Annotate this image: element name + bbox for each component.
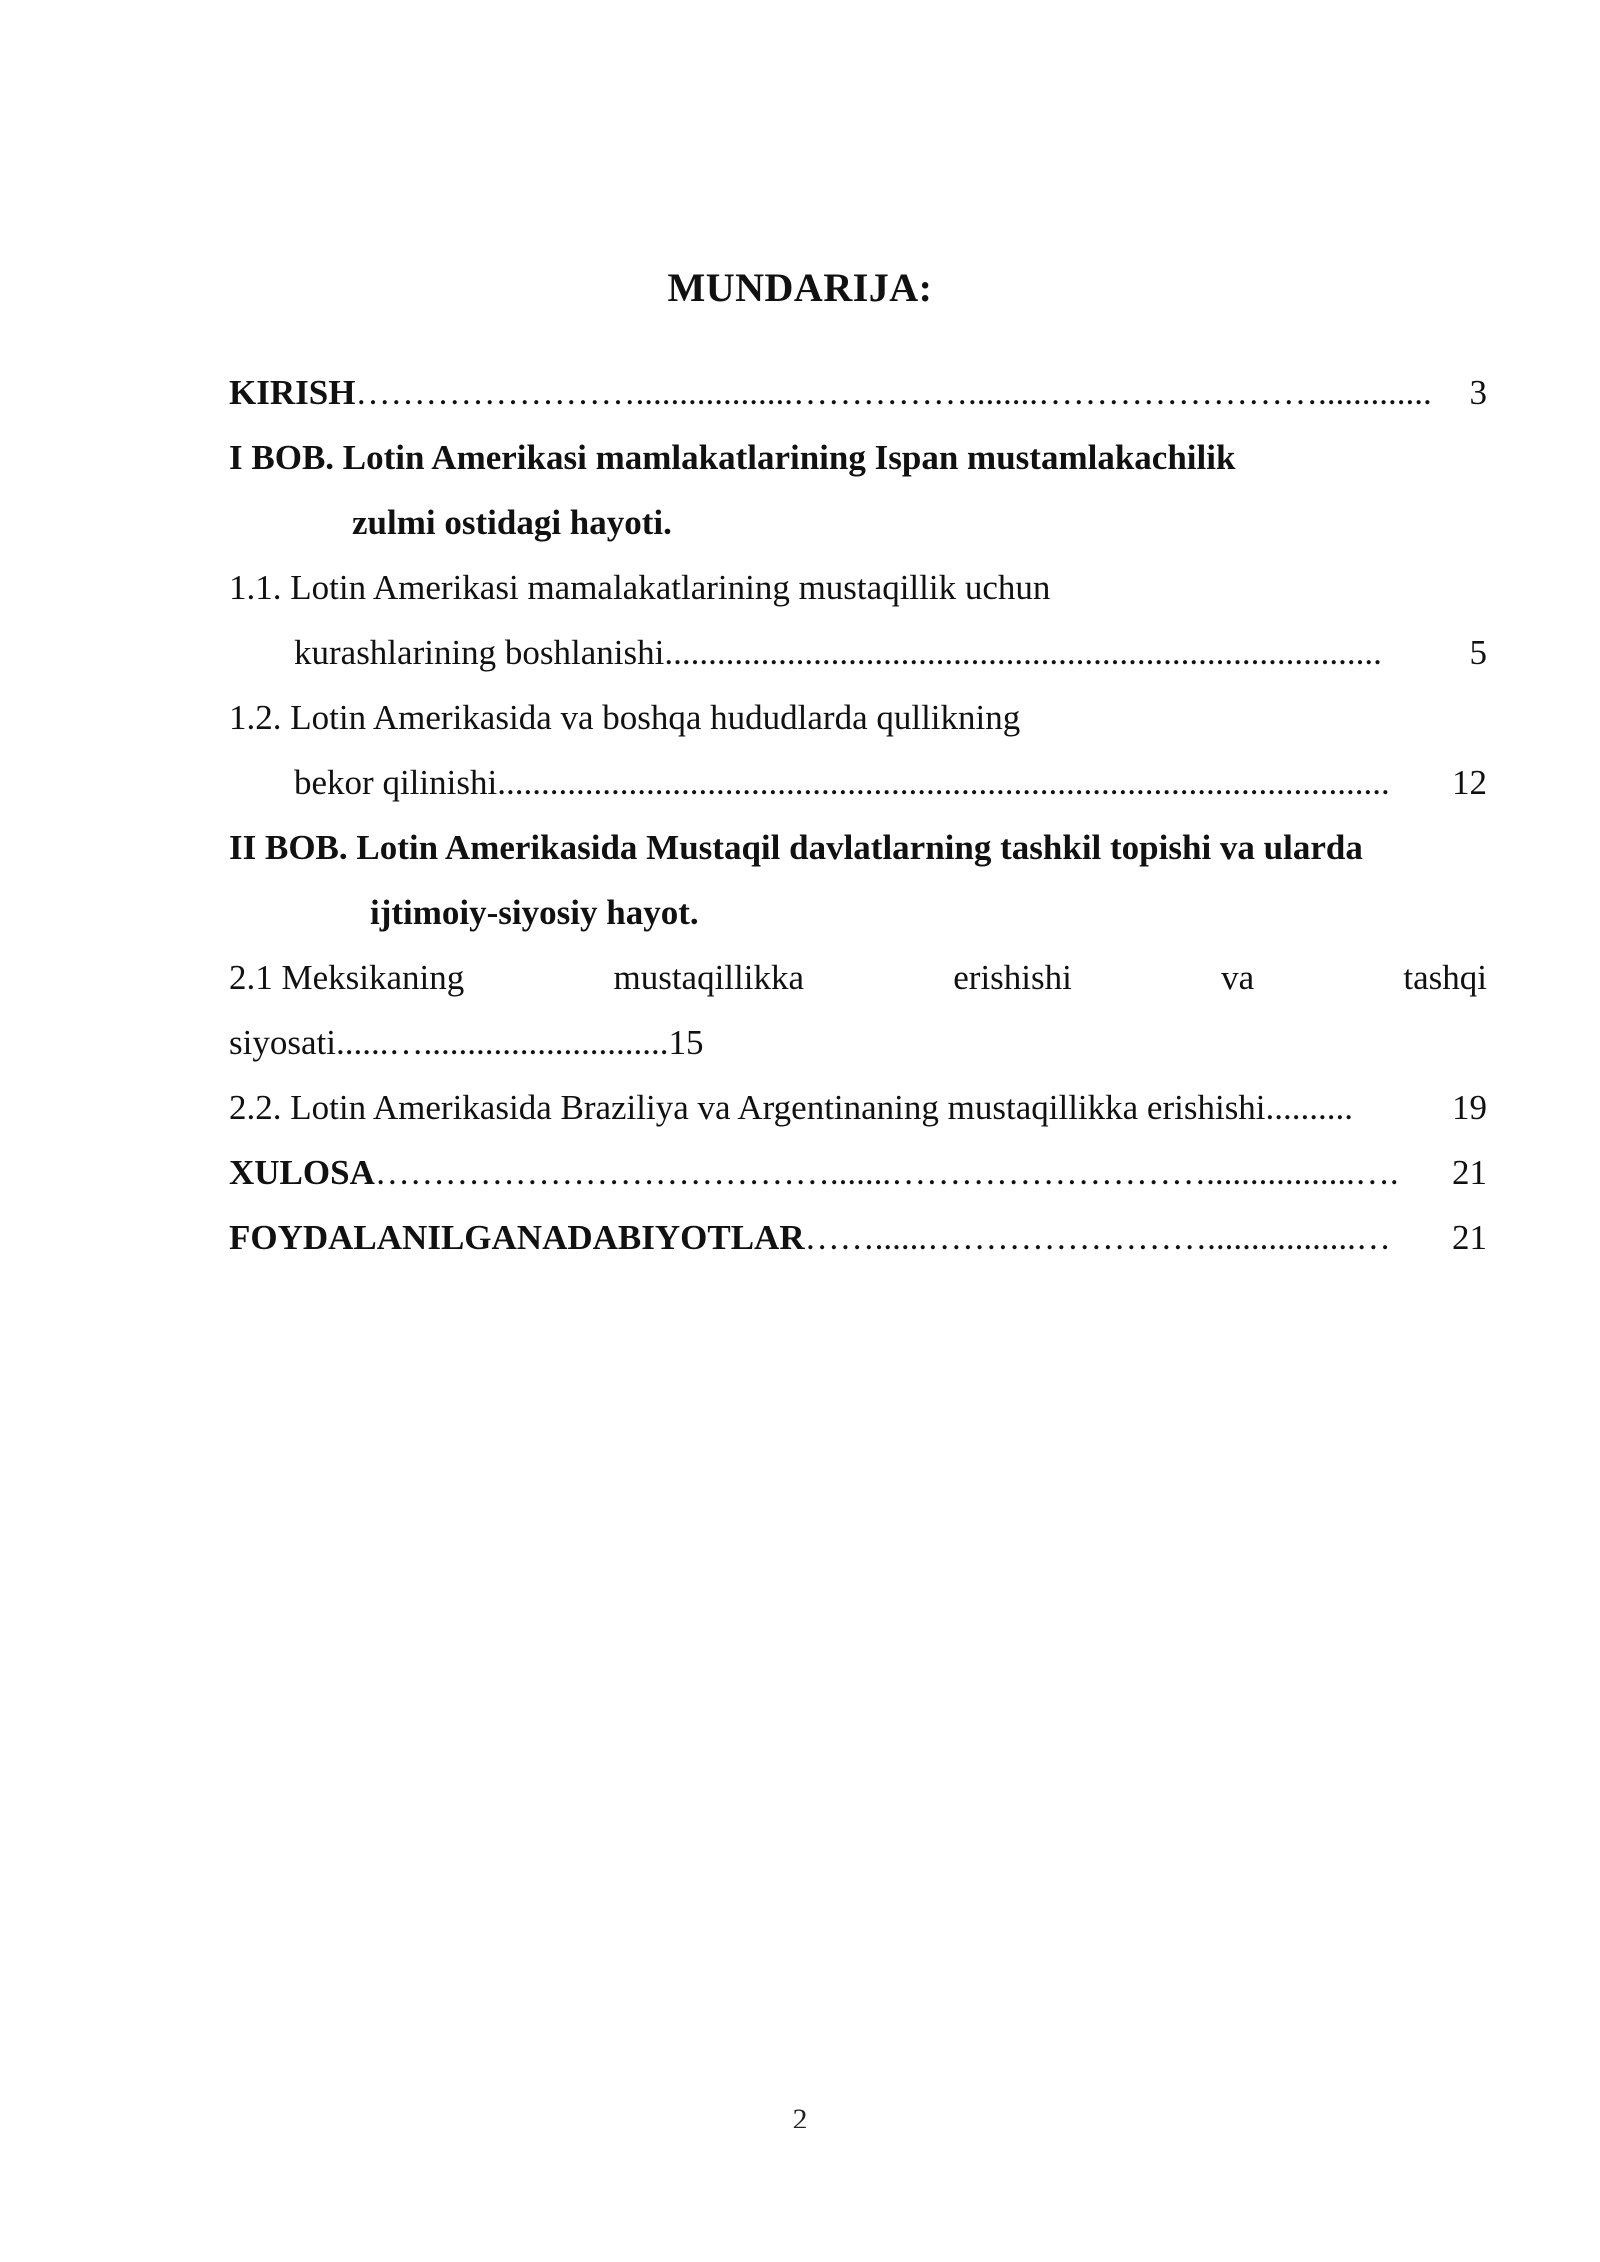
toc-chapter-1-line2: zulmi ostidagi hayoti. <box>352 503 672 542</box>
toc-entry-label: 2.2. Lotin Amerikasida Braziliya va Argentinaning mustaqillikka erishishi <box>229 1088 1266 1127</box>
toc-chapter-2-line1[interactable]: II BOB. Lotin Amerikasida Mustaqil davlatlarning tashkil topishi va ularda <box>229 828 1363 867</box>
toc-section-2-1-line2[interactable]: siyosati......…............................15 <box>229 1023 704 1062</box>
toc-leader: ……………………..................……………........……………………............. <box>355 373 1432 412</box>
toc-entry-kirish[interactable] <box>229 360 1487 425</box>
toc-section-1-1-line2[interactable] <box>229 620 1487 685</box>
toc-chapter-1-line1[interactable]: I BOB. Lotin Amerikasi mamlakatlarining Ispan mustamlakachilik <box>229 438 1236 477</box>
toc-section-2-1-line1[interactable] <box>229 945 1487 1010</box>
toc-leader: .................................................................................. <box>664 633 1382 672</box>
toc-entry-label: FOYDALANILGANADABIYOTLAR <box>229 1218 805 1257</box>
toc-entry-foydalanilgan-adabiyotlar[interactable] <box>229 1205 1487 1270</box>
table-of-contents <box>229 360 1487 1270</box>
toc-word: mustaqillikka <box>613 958 805 997</box>
toc-leader: .......... <box>1265 1088 1354 1127</box>
toc-page-number: 21 <box>1452 1153 1487 1192</box>
toc-leader: ……......…………………….................… <box>804 1218 1391 1257</box>
toc-page-number: 21 <box>1452 1218 1487 1257</box>
toc-word: tashqi <box>1403 958 1487 997</box>
toc-section-1-1-line1[interactable]: 1.1. Lotin Amerikasi mamalakatlarining mustaqillik uchun <box>229 568 1051 607</box>
toc-word: erishishi <box>953 958 1072 997</box>
toc-section-1-2-line1[interactable]: 1.2. Lotin Amerikasida va boshqa hududlarda qullikning <box>229 698 1021 737</box>
page-title: MUNDARIJA: <box>667 265 933 310</box>
toc-page-number: 12 <box>1452 763 1487 802</box>
toc-entry-xulosa[interactable] <box>229 1140 1487 1205</box>
toc-page-number: 19 <box>1452 1088 1487 1127</box>
toc-leader: ………………………………….......……………………….................…. <box>374 1153 1399 1192</box>
toc-section-2-2[interactable] <box>229 1075 1487 1140</box>
toc-word: 2.1 Meksikaning <box>229 958 465 997</box>
toc-chapter-2-line2: ijtimoiy-siyosiy hayot. <box>370 893 699 932</box>
toc-entry-label: KIRISH <box>229 373 356 412</box>
toc-entry-label: bekor qilinishi <box>294 763 498 802</box>
toc-page-number: 5 <box>1469 633 1487 672</box>
page-number: 2 <box>792 2103 808 2128</box>
toc-entry-label: XULOSA <box>229 1153 375 1192</box>
toc-leader: ...................................................................................................... <box>497 763 1390 802</box>
toc-word: va <box>1221 958 1255 997</box>
toc-section-1-2-line2[interactable] <box>229 750 1487 815</box>
toc-entry-label: kurashlarining boshlanishi <box>294 633 665 672</box>
toc-page-number: 3 <box>1469 373 1487 412</box>
